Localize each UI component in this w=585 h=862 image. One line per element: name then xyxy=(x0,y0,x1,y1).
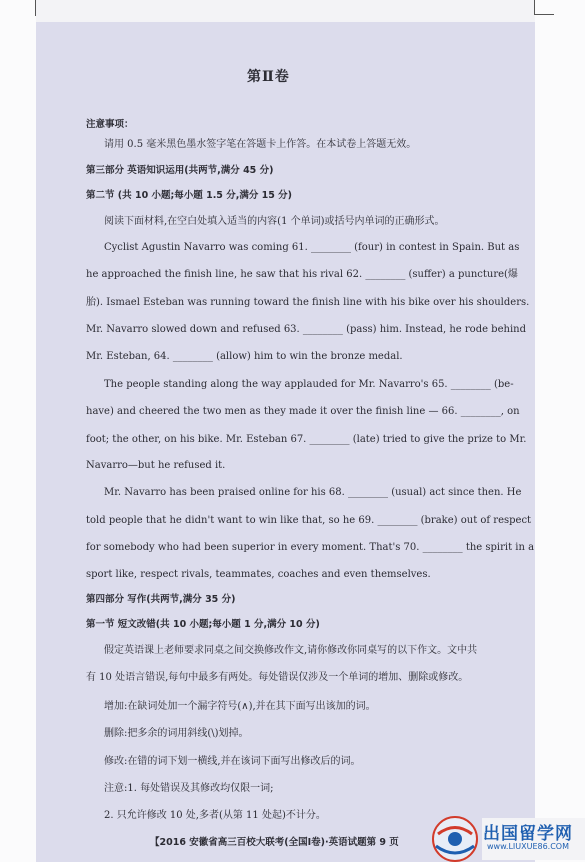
passage-line: sport like, respect rivals, teammates, coaches and even themselves. xyxy=(86,569,431,580)
crop-mark-right-h xyxy=(534,14,554,15)
part4-heading: 第四部分 写作(共两节,满分 35 分) xyxy=(86,594,236,605)
notice-text: 请用 0.5 毫米黑色墨水签字笔在答题卡上作答。在本试卷上答题无效。 xyxy=(104,139,417,150)
passage-line: 胎). Ismael Esteban was running toward the finish line with his bike over his shoulders. xyxy=(86,297,530,308)
page-footer: 【2016 安徽省高三百校大联考(全国Ⅰ卷)·英语试题第 9 页 xyxy=(150,837,399,848)
instruction-line: 假定英语课上老师要求同桌之间交换修改作文,请你修改你同桌写的以下作文。文中共 xyxy=(104,645,478,656)
instruction-line: 增加:在缺词处加一个漏字符号(∧),并在其下面写出该加的词。 xyxy=(104,701,376,712)
passage-line: told people that he didn't want to win like that, so he 69. ________ (brake) out of respect xyxy=(86,515,532,526)
scan-margin-right xyxy=(535,0,585,862)
exam-page xyxy=(36,22,535,862)
instruction-line: 注意:1. 每处错误及其修改均仅限一词; xyxy=(104,783,274,794)
passage-line: he approached the finish line, he saw that his rival 62. ________ (suffer) a puncture(爆 xyxy=(86,269,518,280)
section2-instruction: 阅读下面材料,在空白处填入适当的内容(1 个单词)或括号内单词的正确形式。 xyxy=(104,216,445,227)
crop-mark-right xyxy=(534,0,535,14)
part3-heading: 第三部分 英语知识运用(共两节,满分 45 分) xyxy=(86,165,274,176)
passage-line: Mr. Esteban, 64. ________ (allow) him to win the bronze medal. xyxy=(86,351,403,362)
passage-line: Cyclist Agustin Navarro was coming 61. ________ (four) in contest in Spain. But as xyxy=(104,242,520,253)
passage-line: Mr. Navarro slowed down and refused 63. ________ (pass) him. Instead, he rode behind xyxy=(86,324,526,335)
watermark-url: www.LIUXUE86.COM xyxy=(487,842,570,851)
crop-mark-left xyxy=(35,0,36,16)
passage-line: have) and cheered the two men as they made it over the finish line — 66. ________, on xyxy=(86,406,520,417)
page-title: 第Ⅱ卷 xyxy=(247,69,290,85)
instruction-line: 删除:把多余的词用斜线(\)划掉。 xyxy=(104,728,249,739)
instruction-line: 2. 只允许修改 10 处,多者(从第 11 处起)不计分。 xyxy=(104,810,326,821)
section2-heading: 第二节 (共 10 小题;每小题 1.5 分,满分 15 分) xyxy=(86,190,293,201)
passage-line: foot; the other, on his bike. Mr. Esteban 67. ________ (late) tried to give the prize to Mr. xyxy=(86,434,527,445)
passage-line: for somebody who had been superior in every moment. That's 70. ________ the spirit in a xyxy=(86,542,535,553)
section1-heading: 第一节 短文改错(共 10 小题;每小题 1 分,满分 10 分) xyxy=(86,619,320,630)
instruction-line: 有 10 处语言错误,每句中最多有两处。每处错误仅涉及一个单词的增加、删除或修改。 xyxy=(86,672,469,683)
notice-heading: 注意事项： xyxy=(86,119,134,130)
passage-line: The people standing along the way applauded for Mr. Navarro's 65. ________ (be- xyxy=(104,379,514,390)
watermark-text: 出国留学网 xyxy=(483,824,573,844)
passage-line: Navarro—but he refused it. xyxy=(86,460,226,471)
instruction-line: 修改:在错的词下划一横线,并在该词下面写出修改后的词。 xyxy=(104,756,361,767)
passage-line: Mr. Navarro has been praised online for his 68. ________ (usual) act since then. He xyxy=(104,487,522,498)
scan-margin-left xyxy=(0,0,36,862)
